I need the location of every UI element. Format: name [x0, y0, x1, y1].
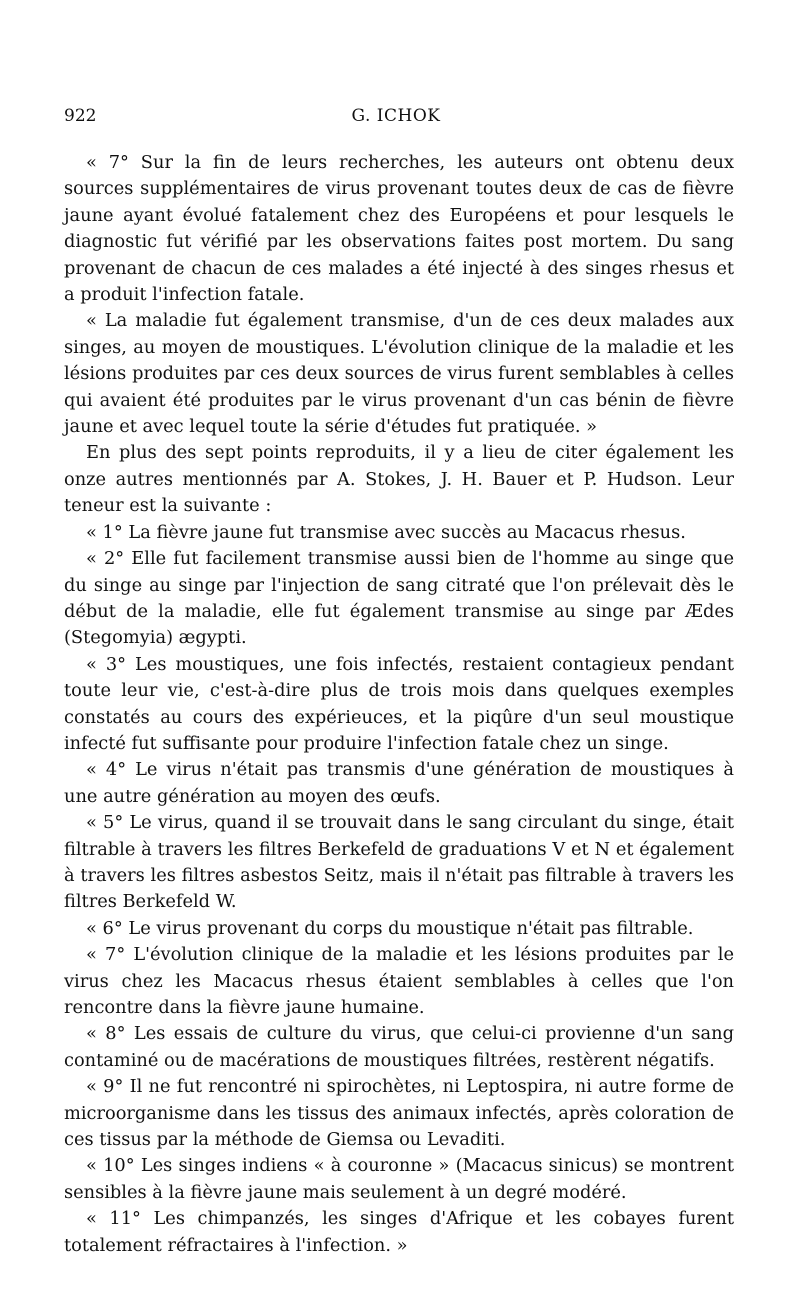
paragraph-point-8: « 8° Les essais de culture du virus, que celui-ci provienne d'un sang contaminé ou de macérations de moustiques filtrées, restèrent négatifs. — [64, 1023, 734, 1071]
page-number: 922 — [64, 106, 97, 126]
paragraph-point-2: « 2° Elle fut facilement transmise aussi bien de l'homme au singe que du singe au singe par l'injection de sang citraté que l'on prélevait dès le début de la maladie, elle fut également transmise au singe par Ædes (Stegomyia) ægypti. — [64, 548, 734, 649]
paragraph-point-9: « 9° Il ne fut rencontré ni spirochètes, ni Leptospira, ni autre forme de microorganisme dans les tissus des animaux infectés, après coloration de ces tissus par la méthode de Giemsa ou Levaditi. — [64, 1076, 734, 1151]
paragraph-point-3: « 3° Les moustiques, une fois infectés, restaient contagieux pendant toute leur vie, c'est-à-dire plus de trois mois dans quelques exemples constatés au cours des expérieuces, et la piqûre d'un seul moustique infecté fut suffisante pour produire l'infection fatale chez un singe. — [64, 653, 734, 754]
running-head-author: G. ICHOK — [351, 106, 441, 126]
paragraph-introduction: En plus des sept points reproduits, il y a lieu de citer également les onze autres mentionnés par A. Stokes, J. H. Bauer et P. Hudson. Leur teneur est la suivante : — [64, 442, 734, 517]
paragraph-point-7b: « 7° L'évolution clinique de la maladie et les lésions produites par le virus chez les Macacus rhesus étaient semblables à celles que l'on rencontre dans la fièvre jaune humaine. — [64, 944, 734, 1018]
paragraph-point-4: « 4° Le virus n'était pas transmis d'une génération de moustiques à une autre génération au moyen des œufs. — [64, 759, 734, 807]
paragraph-transmission: « La maladie fut également transmise, d'un de ces deux malades aux singes, au moyen de moustiques. L'évolution clinique de la maladie et les lésions produites par ces deux sources de virus furent semblables à celles qui avaient été produites par le virus provenant d'un cas bénin de fièvre jaune et avec lequel toute la série d'études fut pratiquée. » — [64, 310, 734, 438]
paragraph-point-7: « 7° Sur la fin de leurs recherches, les auteurs ont obtenu deux sources supplémentaires de virus provenant toutes deux de cas de fièvre jaune ayant évolué fatalement chez des Européens et pour lesquels le diagnostic fut vérifié par les observations faites post mortem. Du sang provenant de chacun de ces malades a été injecté à des singes rhesus et a produit l'infection fatale. — [64, 152, 734, 306]
body-text — [64, 150, 734, 1259]
page-header — [64, 106, 728, 132]
paragraph-point-11: « 11° Les chimpanzés, les singes d'Afrique et les cobayes furent totalement réfractaires à l'infection. » — [64, 1208, 734, 1256]
paragraph-point-10: « 10° Les singes indiens « à couronne » (Macacus sinicus) se montrent sensibles à la fièvre jaune mais seulement à un degré modéré. — [64, 1155, 734, 1203]
paragraph-point-5: « 5° Le virus, quand il se trouvait dans le sang circulant du singe, était filtrable à travers les filtres Berkefeld de graduations V et N et également à travers les filtres asbestos Seitz, mais il n'était pas filtrable à travers les filtres Berkefeld W. — [64, 812, 734, 913]
paragraph-point-1: « 1° La fièvre jaune fut transmise avec succès au Macacus rhesus. — [86, 521, 686, 543]
paragraph-point-6: « 6° Le virus provenant du corps du moustique n'était pas filtrable. — [86, 917, 694, 939]
